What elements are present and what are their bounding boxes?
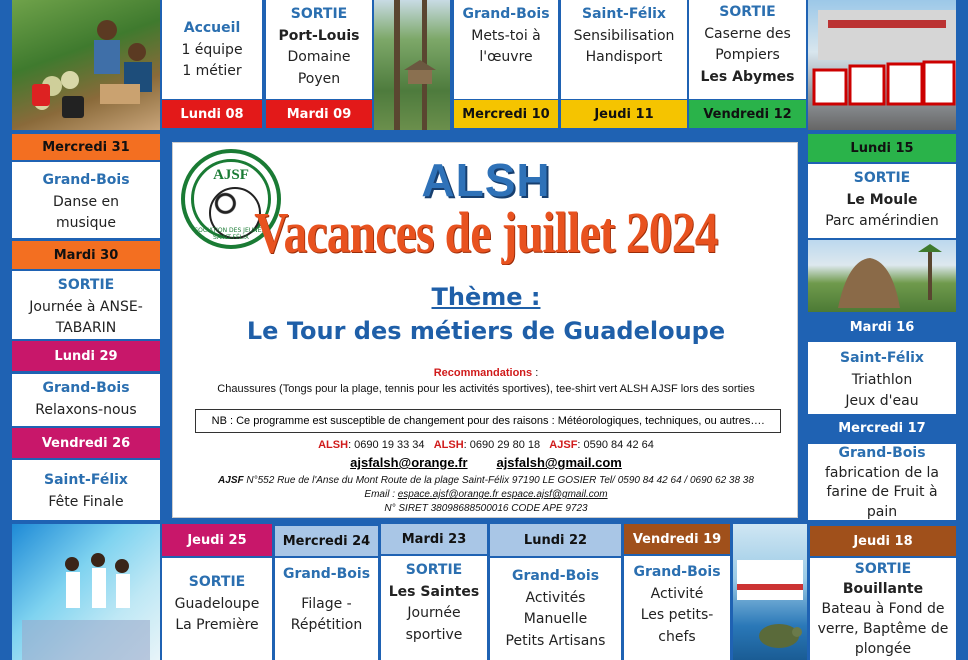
nb-notice: NB : Ce programme est susceptible de changement pour des raisons : Météorologiques, techniques, ou autres…. [195, 409, 781, 433]
email-info-text[interactable]: espace.ajsf@orange.fr espace.ajsf@gmail.com [397, 489, 608, 500]
activity-line: farine de Fruit à [826, 484, 938, 501]
day-label-jeudi-11: Jeudi 11 [561, 100, 687, 128]
activity-card-lundi-15 [808, 164, 956, 238]
photo-illustration [808, 240, 956, 312]
activity-line: TABARIN [55, 320, 117, 337]
phone-label: ALSH [433, 439, 464, 451]
activity-card-mardi-23 [381, 556, 487, 660]
activity-title: Grand-Bois [42, 172, 130, 188]
recommendations-text: Chaussures (Tongs pour la plage, tennis pour les activités sportives), tee-shirt vert ALSH AJSF lors des sorties [217, 383, 755, 395]
siret-line: N° SIRET 38098688500016 CODE APE 9723 [384, 503, 588, 514]
day-label-lundi-29: Lundi 29 [12, 341, 160, 371]
activity-card-jeudi-25 [162, 558, 272, 660]
recommendations-label: Recommandations [433, 367, 533, 379]
photo-fire-station [808, 0, 956, 130]
day-label-jeudi-25: Jeudi 25 [162, 524, 272, 556]
sortie-label: SORTIE [57, 277, 115, 293]
activity-line: Domaine [287, 49, 351, 66]
activity-line: Mets-toi à [471, 27, 541, 44]
activity-line: Filage - [301, 595, 352, 612]
activity-line: l'œuvre [479, 49, 533, 66]
day-label-vendredi-26: Vendredi 26 [12, 428, 160, 458]
activity-line: pain [866, 503, 898, 520]
day-label-mardi-16: Mardi 16 [808, 314, 956, 340]
activity-title: Saint-Félix [44, 472, 128, 488]
photo-illustration [808, 0, 956, 130]
phone-label: AJSF [549, 439, 578, 451]
sortie-label: SORTIE [719, 4, 776, 20]
photo-coconut-workers [12, 0, 160, 130]
activity-card-mercredi-10 [454, 0, 558, 99]
photo-glass-boat [733, 524, 807, 660]
photo-amerindian-park [808, 240, 956, 312]
activity-line: Répétition [290, 617, 363, 634]
email-link[interactable]: ajsfalsh@gmail.com [496, 455, 622, 470]
day-label-mardi-09: Mardi 09 [266, 100, 372, 128]
activity-line: Bateau à Fond de [821, 600, 945, 617]
poster-subtitle: Vacances de juillet 2024 [254, 200, 718, 265]
activity-card-jeudi-11 [561, 0, 687, 99]
day-label-mercredi-17: Mercredi 17 [808, 414, 956, 442]
phone-number: : 0690 19 33 34 [348, 439, 425, 451]
photo-illustration [733, 524, 807, 660]
activity-title: Grand-Bois [511, 568, 600, 584]
activity-line: Petits Artisans [505, 633, 606, 650]
day-label-mercredi-31: Mercredi 31 [12, 134, 160, 160]
activity-card-lundi-22 [490, 558, 621, 660]
email-info-line [173, 489, 799, 500]
activity-line: Sensibilisation [573, 27, 675, 44]
theme-text: Le Tour des métiers de Guadeloupe [246, 317, 726, 345]
activity-line: Jeux d'eau [845, 393, 919, 410]
day-label-vendredi-12: Vendredi 12 [689, 100, 806, 128]
email-line [173, 455, 799, 470]
activity-card-mercredi-24 [275, 558, 378, 660]
phone-label: ALSH [318, 439, 349, 451]
address-line [173, 475, 799, 486]
phone-line [173, 439, 799, 451]
activity-line: Danse en [52, 193, 120, 210]
activity-line: Activités [525, 589, 586, 606]
sortie-label: SORTIE [405, 562, 463, 578]
activity-line: musique [55, 215, 117, 232]
photo-illustration [374, 0, 450, 130]
logo-text: AJSF [213, 167, 249, 183]
activity-title: Grand-Bois [633, 564, 721, 580]
sortie-label: SORTIE [188, 574, 246, 590]
activity-line: Guadeloupe [174, 595, 260, 612]
day-label-mardi-23: Mardi 23 [381, 524, 487, 554]
activity-title: Grand-Bois [462, 6, 550, 22]
day-label-mercredi-10: Mercredi 10 [454, 100, 558, 128]
photo-tv-studio [12, 524, 160, 660]
activity-line: plongée [854, 640, 912, 657]
activity-title: Grand-Bois [282, 566, 371, 582]
sortie-label: SORTIE [854, 561, 912, 577]
activity-title: Saint-Félix [582, 6, 666, 22]
activity-line: Handisport [585, 49, 663, 66]
email-link[interactable]: ajsfalsh@orange.fr [350, 455, 468, 470]
address-org: AJSF [218, 475, 244, 486]
day-label-vendredi-19: Vendredi 19 [624, 524, 730, 554]
activity-card-mardi-09 [266, 0, 372, 99]
poster-title: ALSH [421, 154, 551, 206]
activity-line: Fête Finale [48, 493, 124, 510]
activity-card-mardi-16 [808, 342, 956, 414]
activity-line: La Première [175, 617, 259, 634]
activity-line: 1 équipe [181, 41, 243, 58]
day-label-mercredi-24: Mercredi 24 [275, 526, 378, 556]
activity-line: Caserne des [704, 25, 791, 42]
activity-line: Triathlon [851, 371, 913, 388]
activity-title: Grand-Bois [838, 445, 926, 461]
activity-line: Journée à ANSE- [29, 298, 143, 315]
address-text: N°552 Rue de l'Anse du Mont Route de la plage Saint-Félix 97190 LE GOSIER Tel/ 0590 84 42 64 / 0690 62 38 38 [243, 475, 754, 486]
activity-line: chefs [658, 629, 696, 646]
activity-title: Saint-Félix [840, 350, 924, 366]
theme-label: Thème : [431, 283, 541, 311]
phone-number: : 0590 84 42 64 [577, 439, 654, 451]
activity-line: Les petits- [640, 607, 714, 624]
day-label-mardi-30: Mardi 30 [12, 241, 160, 269]
spacer [275, 586, 378, 594]
activity-line: Activité [650, 585, 704, 602]
activity-line: Port-Louis [278, 27, 360, 44]
activity-card-vendredi-19 [624, 556, 730, 660]
activity-line: verre, Baptême de [817, 620, 949, 637]
activity-line: fabrication de la [824, 464, 939, 481]
activity-line: Poyen [297, 71, 341, 88]
day-label-lundi-08: Lundi 08 [162, 100, 262, 128]
activity-line: Manuelle [523, 611, 588, 628]
photo-illustration [12, 0, 160, 130]
activity-line: Relaxons-nous [35, 401, 137, 418]
photo-forest-hut [374, 0, 450, 130]
activity-line: Parc amérindien [825, 213, 939, 230]
day-label-lundi-15: Lundi 15 [808, 134, 956, 162]
activity-card-jeudi-18 [810, 558, 956, 660]
program-poster [172, 142, 798, 518]
activity-line: Bouillante [842, 580, 924, 597]
activity-line: Les Saintes [388, 583, 480, 600]
activity-card-vendredi-26 [12, 460, 160, 520]
recommendations: Recommandations : [433, 367, 539, 379]
activity-card-vendredi-12 [689, 0, 806, 99]
sortie-label: SORTIE [853, 170, 911, 186]
day-label-lundi-22: Lundi 22 [490, 524, 621, 556]
activity-line: sportive [405, 627, 463, 644]
activity-line: Les Abymes [700, 69, 795, 86]
email-info-label: Email : [364, 489, 398, 500]
activity-card-mercredi-31 [12, 162, 160, 238]
activity-card-lundi-08 [162, 0, 262, 99]
activity-line: 1 métier [182, 63, 242, 80]
activity-card-mardi-30 [12, 271, 160, 339]
sortie-label: SORTIE [290, 6, 348, 22]
activity-card-lundi-29 [12, 374, 160, 426]
activity-line: Le Moule [846, 191, 918, 208]
logo-caption: ASSOCIATION DES JEUNES DE SAINT-FÉLIX [186, 227, 276, 241]
activity-title: Grand-Bois [42, 380, 130, 396]
activity-card-mercredi-17 [808, 444, 956, 520]
activity-line: Pompiers [715, 47, 780, 64]
phone-number: : 0690 29 80 18 [463, 439, 541, 451]
activity-line: Journée [407, 605, 461, 622]
activity-title: Accueil [183, 20, 241, 36]
photo-illustration [12, 524, 160, 660]
day-label-jeudi-18: Jeudi 18 [810, 526, 956, 556]
